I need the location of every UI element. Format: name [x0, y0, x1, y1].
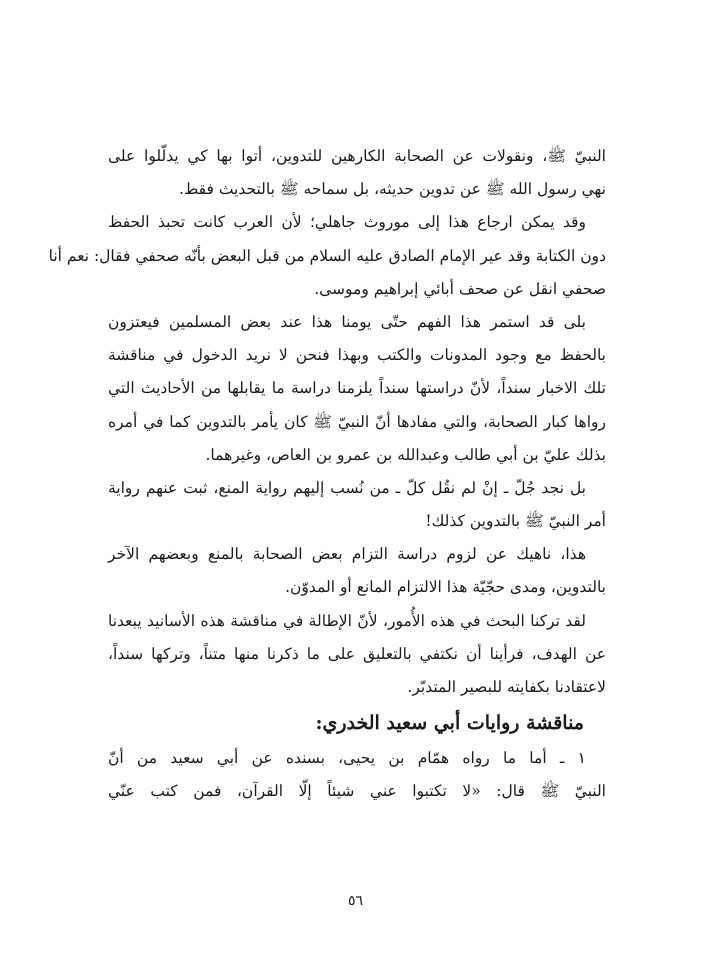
text-line: ١ ـ أما ما رواه همّام بن يحيى، بسنده عن أبي سعيد من أنّ	[108, 749, 586, 768]
text-line: بل نجد جُلّ ـ إنْ لم نقُل كلّ ـ من نُسب إليهم رواية المنع، ثبت عنهم رواية	[108, 478, 586, 497]
text-line: لقد تركنا البحث في هذه الأُمور، لأنّ الإطالة في مناقشة هذه الأسانيد يبعدنا	[108, 611, 586, 630]
text-line: عن الهدف، فرأينا أن نكتفي بالتعليق على ما ذكرنا منها متناً، وتركها سنداً،	[108, 644, 606, 663]
section-heading: مناقشة روايات أبي سعيد الخدري:	[315, 712, 584, 735]
text-line: بذلك عليّ بن أبي طالب وعبدالله بن عمرو بن العاص، وغيرهما.	[205, 445, 606, 464]
text-line: أمر النبيّ ﷺ بالتدوين كذلك!	[425, 512, 606, 531]
text-line: بلى قد استمر هذا الفهم حتّى يومنا هذا عند بعض المسلمين فيعتزون	[108, 312, 586, 331]
text-line: نهي رسول الله ﷺ عن تدوين حديثه، بل سماحه ﷺ بالتحديث فقط.	[179, 180, 606, 199]
text-line: لاعتقادنا بكفايته للبصير المتدبّر.	[407, 678, 606, 696]
text-line: رواها كبار الصحابة، والتي مفادها أنّ النبيّ ﷺ كان يأمر بالتدوين كما في أمره	[108, 412, 606, 431]
text-line: هذا، ناهيك عن لزوم دراسة التزام بعض الصحابة بالمنع وبعضهم الآخر	[108, 545, 586, 564]
text-line: بالحفظ مع وجود المدونات والكتب وبهذا فنحن لا نريد الدخول في مناقشة	[108, 346, 606, 365]
text-line: وقد يمكن ارجاع هذا إلى موروث جاهلي؛ لأن العرب كانت تحبذ الحفظ	[108, 213, 586, 232]
text-line: النبيّ ﷺ قال: «لا تكتبوا عني شيئاً إلّا القرآن، فمن كتب عنّي	[108, 782, 606, 801]
page-number: ٥٦	[347, 893, 364, 909]
text-line: دون الكتابة وقد عير الإمام الصادق عليه السلام من قبل البعض بأنّه صحفي فقال: نعم أنا	[48, 246, 606, 265]
text-line: تلك الاخبار سنداً، لأنّ دراستها سنداً يلزمنا دراسة ما يقابلها من الأحاديث التي	[108, 379, 606, 398]
page-body	[48, 140, 606, 809]
text-line: بالتدوين، ومدى حجّيّة هذا الالتزام المانع أو المدوّن.	[285, 578, 606, 597]
text-line: صحفي انقل عن صحف أبائي إبراهيم وموسى.	[314, 279, 606, 298]
text-line: النبيّ ﷺ، ونقولات عن الصحابة الكارهين للتدوين، أتوا بها كي يدلّلوا على	[108, 147, 606, 165]
